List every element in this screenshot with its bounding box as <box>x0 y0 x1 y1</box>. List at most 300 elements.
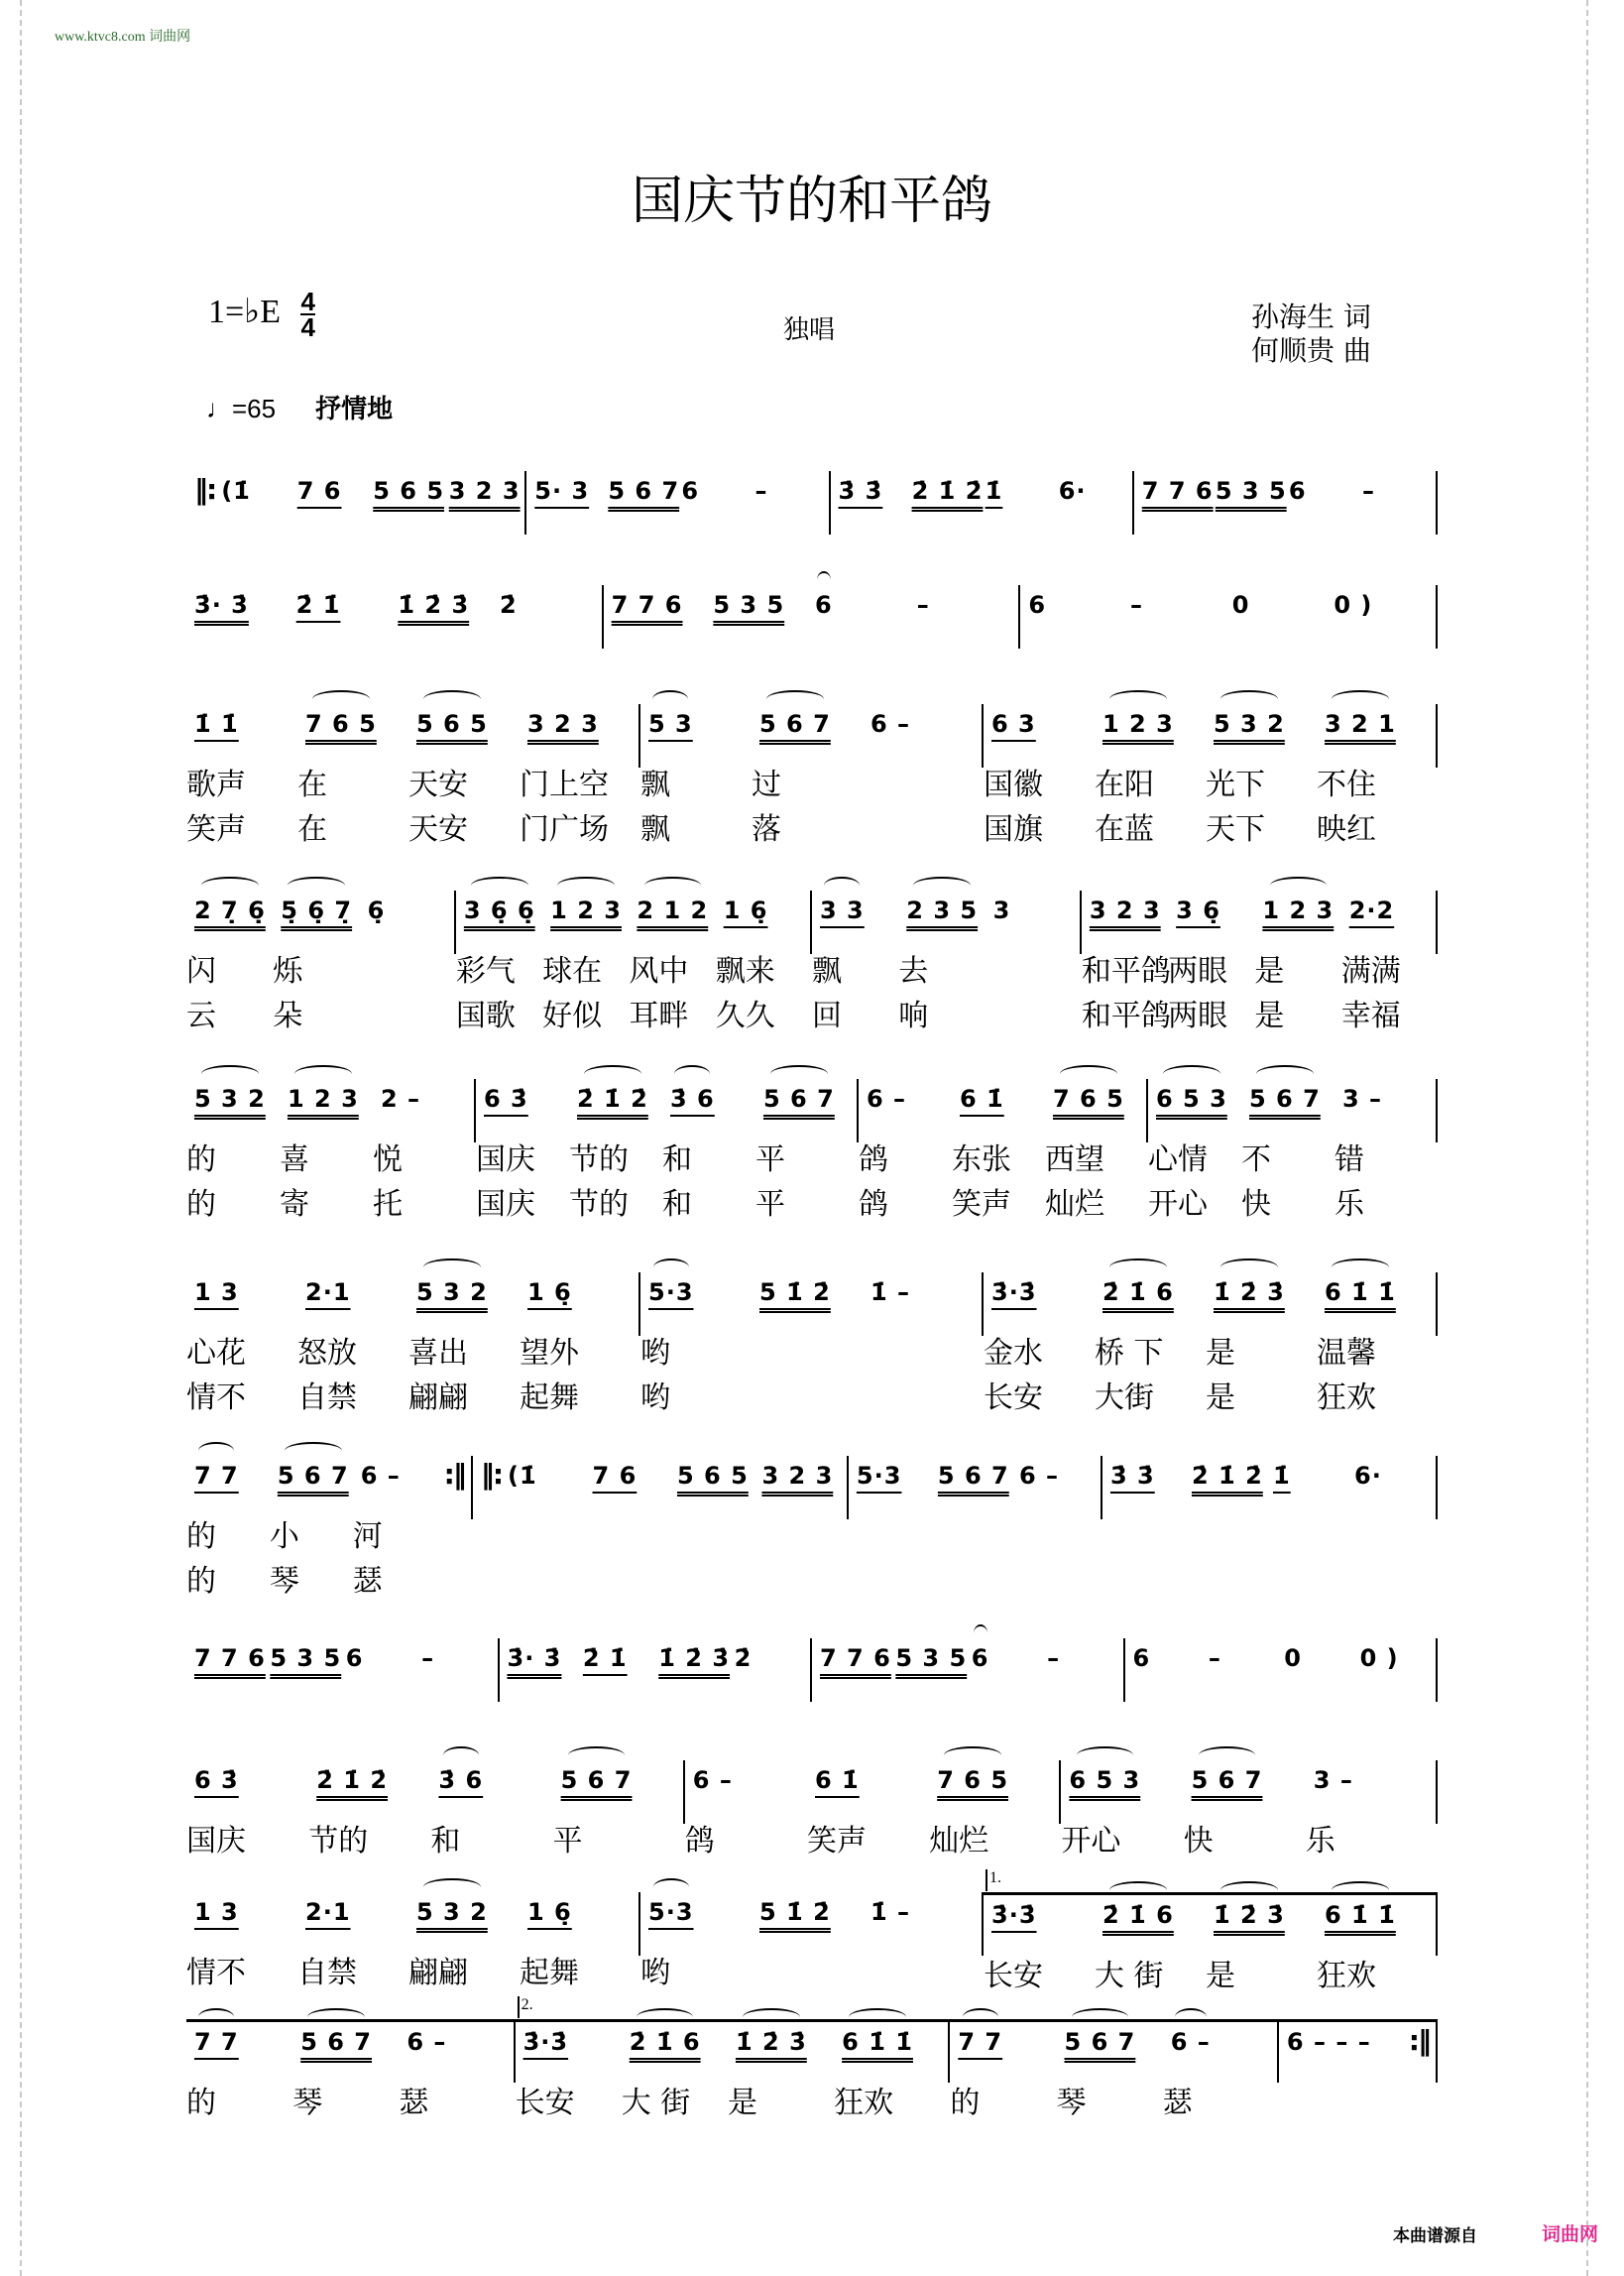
lyric-verse-1: 歌声 <box>186 768 246 802</box>
lyric-verse-1: 鸽 <box>859 1142 888 1177</box>
lyric-verse-1: 彩气 <box>455 954 516 989</box>
beat <box>569 1079 670 1222</box>
note-group: 5 6 7 <box>1249 1079 1321 1113</box>
note-group: 7 7 <box>194 2022 239 2056</box>
key-signature <box>208 287 315 342</box>
note-group: 5 6 5 <box>373 477 445 505</box>
note-group: 1̇ – <box>870 1278 911 1306</box>
beat <box>352 1456 444 1599</box>
volta-bracket-label: 1. <box>986 1869 1001 1891</box>
note-group: 6 <box>1028 591 1047 619</box>
note-group: 1 2 3 <box>288 1079 359 1113</box>
note-group: 2̇ 1̇ 6 <box>1102 1272 1174 1306</box>
note-group: 7 7 6 <box>611 591 683 619</box>
lyric-verse-1: 喜 <box>280 1142 309 1177</box>
note-group: 2̇ <box>500 591 518 619</box>
measure <box>812 1638 1125 1702</box>
beat <box>677 1456 761 1519</box>
note-group: 1 3 <box>194 1898 239 1926</box>
note-group: 3 <box>992 897 1011 924</box>
note-group: 1̇ <box>985 477 1003 505</box>
beat <box>859 1079 960 1222</box>
beat <box>430 1760 560 1858</box>
lyric-verse-1: 河 <box>352 1519 383 1554</box>
measure <box>526 471 830 535</box>
note-group: 1 6̣ <box>527 1898 572 1926</box>
lyric-verse-1: 大 街 <box>621 2086 691 2120</box>
beat <box>186 891 281 1033</box>
lyric-verse-1: 长安 <box>515 2086 575 2120</box>
beat <box>752 704 870 847</box>
lyric-verse-2: 响 <box>898 999 929 1033</box>
repeat-start-sign: ‖: <box>194 473 216 506</box>
note-group: – <box>754 477 768 505</box>
note-group: 1 6̣ <box>723 897 768 924</box>
lyric-verse-2: 好似 <box>542 999 603 1033</box>
beat <box>1056 2022 1171 2120</box>
lyric-verse-1: 光下 <box>1206 768 1265 802</box>
beat <box>408 1272 527 1415</box>
lyric-verse-1: 球在 <box>542 954 603 989</box>
music-system <box>186 471 1438 535</box>
lyric-verse-1: 飘 <box>812 954 842 989</box>
lyric-verse-1: 国庆 <box>186 1824 246 1858</box>
measure <box>500 1638 813 1702</box>
note-group: 6 – <box>867 1085 907 1113</box>
note-group: 3̇ 3̇ <box>1109 1462 1155 1490</box>
note-group: 2 – <box>381 1085 421 1113</box>
note-group: 5 6 7 <box>1065 2022 1136 2056</box>
measure <box>604 585 1021 649</box>
lyric-verse-2: 大街 <box>1095 1380 1154 1415</box>
note-group: 1 2 3 <box>1102 704 1174 738</box>
note-group: 6 <box>681 477 700 505</box>
beat <box>534 471 608 535</box>
beat <box>297 1272 416 1415</box>
lyric-verse-2: 哟 <box>640 1380 670 1415</box>
beat <box>917 585 1019 649</box>
lyric-verse-1: 大 街 <box>1095 1959 1164 1993</box>
beat <box>194 585 296 649</box>
lyric-verse-1: 在阳 <box>1095 768 1154 802</box>
source-label: 本曲谱源自 <box>1393 2226 1477 2246</box>
lyric-verse-1: 桥 下 <box>1095 1336 1164 1371</box>
beat <box>1241 1079 1342 1222</box>
beat <box>1047 1638 1122 1702</box>
lyric-verse-2: 和 <box>662 1187 692 1222</box>
beat <box>1287 2022 1409 2083</box>
lyric-verse-1: 情不 <box>186 1956 246 1990</box>
note-group: 3 2 3 <box>761 1462 834 1490</box>
beat <box>640 1272 759 1415</box>
measure <box>186 1079 476 1222</box>
beat <box>984 1272 1102 1415</box>
lyric-verse-2: 在蓝 <box>1095 812 1154 847</box>
note-group: 3̇·3̇ <box>991 1901 1037 1929</box>
lyric-verse-1: 平 <box>552 1824 583 1858</box>
note-group: 3 2 3 <box>527 710 599 738</box>
note-group: 2·1 <box>305 1898 351 1926</box>
lyric-verse-1: 灿烂 <box>929 1824 989 1858</box>
beat <box>972 1638 1047 1702</box>
expression-mark: 抒情地 <box>315 394 394 423</box>
beat <box>520 1892 638 1990</box>
beat <box>1130 585 1232 649</box>
beat <box>807 1760 937 1858</box>
beat <box>1162 2022 1277 2120</box>
lyric-verse-2: 和平鸽 <box>1081 999 1171 1033</box>
lyric-verse-2: 瑟 <box>352 1564 383 1599</box>
note-group: 2̇ <box>734 1644 753 1672</box>
lyric-verse-1: 起舞 <box>520 1956 579 1990</box>
lyric-verse-2: 琴 <box>269 1564 299 1599</box>
beat <box>755 1079 857 1222</box>
beat <box>1209 1638 1284 1702</box>
beat <box>1059 471 1132 535</box>
beat <box>1045 1079 1146 1222</box>
beat <box>1206 704 1325 847</box>
lyric-verse-2: 朵 <box>273 999 303 1033</box>
lyric-verse-1: 和平鸽 <box>1081 954 1171 989</box>
note-group: 6 1̇ 1̇ <box>842 2022 913 2056</box>
lyric-verse-1: 瑟 <box>399 2086 429 2120</box>
beat <box>297 704 416 847</box>
measure <box>1081 891 1438 1033</box>
beat <box>1317 704 1436 847</box>
measure <box>1102 1456 1438 1519</box>
note-group: 6 <box>1132 1644 1151 1672</box>
measure <box>849 1456 1102 1519</box>
lyric-verse-2: 灿烂 <box>1045 1187 1104 1222</box>
measure <box>640 1892 984 1990</box>
beat <box>713 585 815 649</box>
repeat-start-sign: ‖: <box>480 1458 503 1491</box>
beat <box>984 1895 1102 1993</box>
beat <box>186 1079 288 1222</box>
beat <box>297 1892 416 1990</box>
performance-mode: 独唱 <box>783 315 836 345</box>
note-group: 1 6̣ <box>527 1278 572 1306</box>
music-system <box>186 1638 1438 1702</box>
beat <box>1254 891 1348 1033</box>
lyric-verse-2: 快 <box>1241 1187 1271 1222</box>
note-group: 7 6 <box>296 477 342 505</box>
lyric-verse-1: 长安 <box>984 1959 1043 1993</box>
lyric-verse-2: 是 <box>1206 1380 1235 1415</box>
lyric-verse-2: 在 <box>297 812 327 847</box>
beat <box>508 1638 583 1702</box>
note-group: 3 – <box>1313 1766 1353 1794</box>
beat <box>297 471 374 535</box>
lyric-verse-1: 西望 <box>1045 1142 1104 1177</box>
lyric-verse-1: 去 <box>898 954 929 989</box>
measure <box>186 585 604 649</box>
music-system <box>186 1869 1438 1993</box>
lyric-verse-1: 满满 <box>1340 954 1401 989</box>
lyric-verse-2: 笑声 <box>952 1187 1011 1222</box>
note-group: 7 7 6 <box>1141 477 1214 505</box>
measure <box>950 2019 1279 2120</box>
beat <box>408 1892 527 1990</box>
note-group: 3 2 3 <box>1089 897 1161 924</box>
note-group: 6 – <box>360 1462 401 1490</box>
note-group: 6 1̇ <box>960 1085 1004 1113</box>
beat <box>715 891 810 1033</box>
lyric-verse-1: 是 <box>1206 1959 1235 1993</box>
key-label: 1=♭E <box>208 293 281 330</box>
lyric-verse-1: 天安 <box>408 768 468 802</box>
note-group: 6 5 3 <box>1156 1079 1227 1113</box>
note-group: 5 6 7 <box>561 1760 633 1794</box>
note-group: 1̇ 2̇ 3̇ <box>1214 1272 1285 1306</box>
beat <box>583 1638 658 1702</box>
beat <box>186 1892 305 1990</box>
lyric-verse-2: 门广场 <box>520 812 609 847</box>
lyric-verse-1: 快 <box>1183 1824 1214 1858</box>
beat <box>857 1456 938 1519</box>
beat <box>476 1079 577 1222</box>
beat <box>1354 1456 1436 1519</box>
measure <box>186 2019 516 2120</box>
beat <box>500 585 602 649</box>
page-border-right <box>1586 0 1588 2276</box>
note-group: 6 1̇ <box>815 1766 860 1794</box>
measure <box>186 1760 685 1858</box>
note-group: – <box>1361 477 1375 505</box>
lyric-verse-1: 狂欢 <box>1317 1959 1376 1993</box>
lyric-verse-1: 望外 <box>520 1336 579 1371</box>
beat <box>621 2022 736 2120</box>
beat <box>898 891 992 1033</box>
lyric-verse-2: 笑声 <box>186 812 246 847</box>
beat <box>870 1272 982 1336</box>
beat <box>273 891 367 1033</box>
lyric-verse-2: 寄 <box>280 1187 309 1222</box>
beat <box>1334 1079 1436 1222</box>
beat <box>1305 1760 1436 1858</box>
lyric-verse-2: 平 <box>755 1187 785 1222</box>
beat <box>820 1638 895 1702</box>
note-group: 2 7̣ 6̣ <box>194 891 266 924</box>
beat <box>455 891 550 1033</box>
measure <box>1061 1760 1438 1858</box>
repeat-end-sign: :‖ <box>1408 2024 1430 2057</box>
note-group: 1̇ 2̇ 3̇ <box>736 2022 807 2056</box>
lyric-verse-1: 闪 <box>186 954 216 989</box>
note-group: – <box>916 591 930 619</box>
lyric-verse-2: 耳畔 <box>629 999 689 1033</box>
note-group: – <box>1208 1644 1221 1672</box>
lyric-verse-1: 不 <box>1241 1142 1271 1177</box>
measure <box>1134 471 1438 535</box>
measure <box>640 704 984 847</box>
beat <box>1362 471 1436 535</box>
lyric-verse-1: 悦 <box>373 1142 403 1177</box>
beat <box>1206 1272 1325 1415</box>
measure <box>455 891 812 1033</box>
beat <box>870 704 982 768</box>
lyric-verse-2: 飘 <box>640 812 670 847</box>
music-system <box>186 1996 1438 2120</box>
note-group: 2 1 2 <box>637 891 708 924</box>
note-group: 1̇ 1̇ <box>194 710 239 738</box>
lyric-verse-2: 自禁 <box>297 1380 357 1415</box>
lyric-verse-2: 天安 <box>408 812 468 847</box>
note-group: 7 6 <box>592 1462 638 1490</box>
beat <box>1061 1760 1191 1858</box>
note-group: – <box>1047 1644 1061 1672</box>
source-link[interactable]: 词曲网 <box>1542 2223 1599 2245</box>
note-group: 6 – <box>1171 2022 1211 2056</box>
beat <box>520 704 638 847</box>
measure <box>1020 585 1438 649</box>
beat <box>839 471 912 535</box>
note-group: 6 <box>815 585 833 619</box>
lyric-verse-1: 飘 <box>640 768 670 802</box>
note-group: 1 2 3 <box>1262 891 1334 924</box>
page-border-left <box>20 0 22 2276</box>
measure <box>831 471 1134 535</box>
note-group: 0 <box>1284 1644 1302 1672</box>
note-group: 5 6 7 <box>937 1462 1009 1490</box>
lyric-verse-1: 东张 <box>952 1142 1011 1177</box>
beat <box>754 471 828 535</box>
lyric-verse-1: 琴 <box>292 2086 323 2120</box>
note-group: 1 3 <box>194 1278 239 1306</box>
measure <box>640 1272 984 1415</box>
lyric-verse-1: 平 <box>755 1142 785 1177</box>
note-group: 2̇ 1̇ 2̇ <box>577 1079 648 1113</box>
beat <box>398 585 500 649</box>
note-group: 5 3 2 <box>1214 704 1285 738</box>
measure <box>473 1456 849 1519</box>
note-group: 2̇ 1̇ <box>295 591 341 619</box>
beat <box>608 471 681 535</box>
note-group: 5 6 5 <box>416 704 488 738</box>
song-title: 国庆节的和平鸽 <box>631 172 992 231</box>
beat <box>292 2022 406 2120</box>
measure <box>684 1760 1062 1858</box>
note-group: 0 ) <box>1334 591 1373 619</box>
note-group: 5 6 7 <box>278 1456 349 1490</box>
measure <box>1279 2019 1438 2083</box>
beat <box>373 1079 474 1222</box>
time-bottom: 4 <box>300 312 315 342</box>
lyric-verse-1: 两眼 <box>1168 954 1228 989</box>
beat <box>186 1272 305 1415</box>
note-group: 6 – <box>692 1766 733 1794</box>
beat <box>296 585 399 649</box>
note-group: 5 6 7 <box>763 1079 835 1113</box>
beat <box>629 891 723 1033</box>
beat <box>508 1456 592 1519</box>
beat <box>993 891 1080 954</box>
note-group: 3 6̣ 6̣ <box>464 891 535 924</box>
lyric-verse-2: 云 <box>186 999 216 1033</box>
lyric-verse-1: 哟 <box>640 1956 670 1990</box>
lyric-verse-2: 的 <box>186 1187 216 1222</box>
beat <box>727 2022 842 2120</box>
tempo-mark: ♩=65 <box>206 394 277 423</box>
beat <box>270 1638 345 1702</box>
beat <box>1360 1638 1436 1702</box>
note-group: 7 7 <box>958 2022 1002 2056</box>
lyric-verse-1: 瑟 <box>1162 2086 1193 2120</box>
beat <box>986 471 1059 535</box>
music-system <box>186 704 1438 847</box>
note-group: 5 3 2 <box>194 1079 266 1113</box>
lyric-verse-1: 国庆 <box>476 1142 535 1177</box>
beat <box>1095 704 1214 847</box>
note-group: 3̇·3̇ <box>522 2028 569 2056</box>
note-group: 5 6 7 <box>608 477 680 505</box>
note-group: 7 6 5 <box>305 704 377 738</box>
note-group: 3 6̣ <box>1176 897 1220 924</box>
note-group: 5· 3 <box>534 477 590 505</box>
beat <box>1081 891 1176 1033</box>
beat <box>1273 1456 1354 1519</box>
note-group: 5·3 <box>648 1272 694 1306</box>
lyric-verse-1: 错 <box>1334 1142 1364 1177</box>
note-group: 5 6 7 <box>1192 1760 1263 1794</box>
note-group: 2̇ 1̇ <box>582 1644 628 1672</box>
note-group: 1̇ 2̇ 3̇ <box>1214 1895 1285 1929</box>
note-group: 3̇· 3̇ <box>194 591 249 619</box>
lyric-verse-2: 两眼 <box>1168 999 1228 1033</box>
note-group: 6 1̇ 1̇ <box>1325 1895 1396 1929</box>
lyric-verse-2: 开心 <box>1148 1187 1208 1222</box>
lyric-verse-2: 乐 <box>1334 1187 1364 1222</box>
note-group: 1̇ <box>1272 1462 1291 1490</box>
beat <box>542 891 637 1033</box>
note-group: 3̇ 6 <box>670 1079 715 1113</box>
measure <box>859 1079 1148 1222</box>
lyric-verse-2: 久久 <box>715 999 775 1033</box>
note-group: 3̇· 3̇ <box>507 1644 562 1672</box>
lyric-verse-2: 落 <box>752 812 781 847</box>
note-group: 2̇ 1̇ 2̇ <box>911 477 984 505</box>
note-group: 6 – <box>870 710 911 738</box>
lyric-verse-1: 的 <box>950 2086 981 2120</box>
note-group: 6 <box>1288 477 1307 505</box>
note-group: 5 6 5 <box>676 1462 749 1490</box>
note-group: 6 – <box>406 2028 447 2056</box>
beat <box>735 1638 810 1702</box>
note-group: 3̇ 6 <box>438 1760 483 1794</box>
measure <box>186 1272 640 1415</box>
note-group: 5 3 <box>648 704 693 738</box>
lyric-verse-1: 心花 <box>186 1336 246 1371</box>
note-group: 1̇ – <box>870 1898 911 1926</box>
beat <box>1192 1456 1273 1519</box>
beat <box>449 471 525 535</box>
lyric-verse-2: 的 <box>186 1564 216 1599</box>
measure <box>984 1869 1438 1993</box>
note-group: 0 <box>1231 591 1250 619</box>
lyric-verse-2: 翩翩 <box>408 1380 468 1415</box>
measure <box>186 1892 640 1990</box>
note-group: 6· <box>1058 477 1087 505</box>
lyric-verse-2: 是 <box>1254 999 1285 1033</box>
beat <box>1232 585 1334 649</box>
time-signature <box>300 287 315 342</box>
note-group: 6 3 <box>991 710 1036 738</box>
beat <box>373 471 449 535</box>
lyric-verse-2: 起舞 <box>520 1380 579 1415</box>
lyric-verse-1: 风中 <box>629 954 689 989</box>
lyric-verse-1: 节的 <box>308 1824 369 1858</box>
beat <box>552 1760 683 1858</box>
